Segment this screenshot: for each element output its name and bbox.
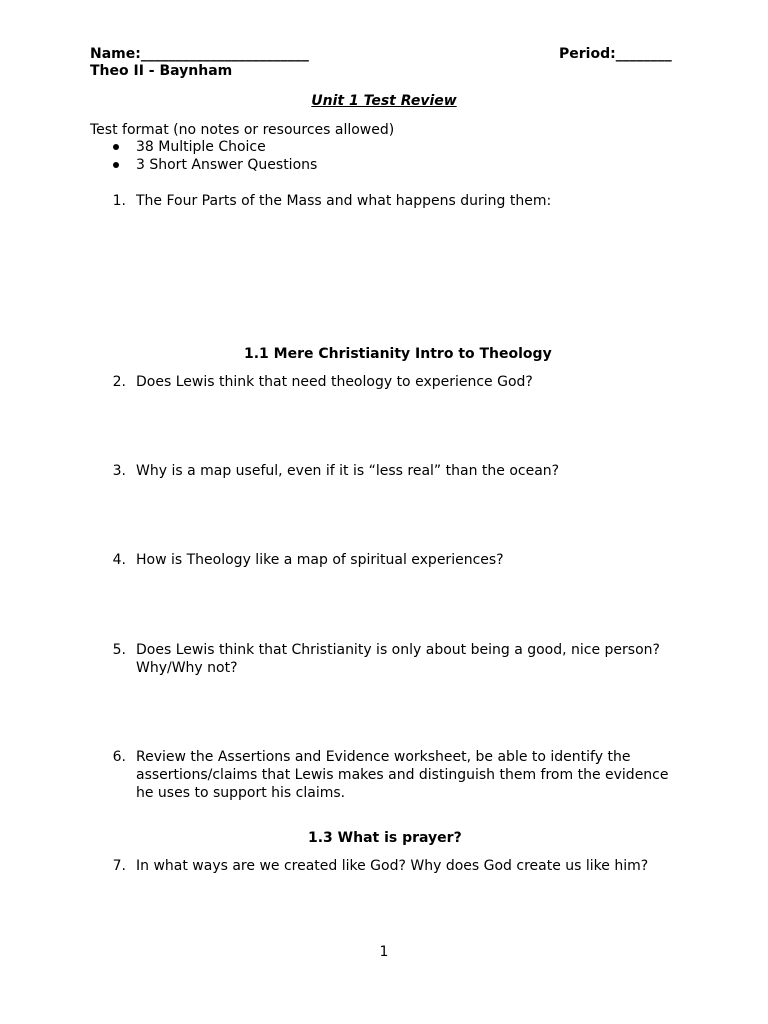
format-item-multiple-choice: 38 Multiple Choice (136, 139, 266, 155)
question-text: How is Theology like a map of spiritual experiences? (136, 552, 504, 568)
name-label: Name: (90, 46, 141, 62)
period-label: Period: (559, 46, 616, 62)
question-text: Does Lewis think that need theology to experience God? (136, 374, 533, 390)
name-field (90, 45, 309, 63)
period-field (559, 45, 672, 63)
question-number: 5. (112, 642, 126, 658)
question-text: Does Lewis think that Christianity is only about being a good, nice person? Why/Why not? (136, 642, 660, 676)
question-number: 1. (112, 193, 126, 209)
question-number: 3. (112, 463, 126, 479)
question-text: Review the Assertions and Evidence worksheet, be able to identify the assertions/claims that Lewis makes and distinguish them from the evidence he uses to support his claims. (136, 749, 669, 801)
course-label: Theo II - Baynham (90, 63, 233, 79)
section-heading-mere-christianity: 1.1 Mere Christianity Intro to Theology (244, 346, 552, 362)
question-text: In what ways are we created like God? Why does God create us like him? (136, 858, 649, 874)
question-number: 4. (112, 552, 126, 568)
question-number: 2. (112, 374, 126, 390)
format-item-short-answer: 3 Short Answer Questions (136, 157, 318, 173)
bullet-icon (113, 162, 119, 168)
bullet-icon (113, 144, 119, 150)
page-number: 1 (379, 944, 389, 960)
question-number: 6. (112, 749, 126, 765)
question-text: Why is a map useful, even if it is “less real” than the ocean? (136, 463, 560, 479)
question-text: The Four Parts of the Mass and what happens during them: (136, 193, 552, 209)
name-blank: ________________________ (140, 46, 309, 62)
section-heading-prayer: 1.3 What is prayer? (308, 830, 462, 846)
format-intro: Test format (no notes or resources allowed) (90, 122, 395, 138)
page-title: Unit 1 Test Review (311, 93, 457, 109)
question-number: 7. (112, 858, 126, 874)
period-blank: ________ (615, 46, 672, 62)
